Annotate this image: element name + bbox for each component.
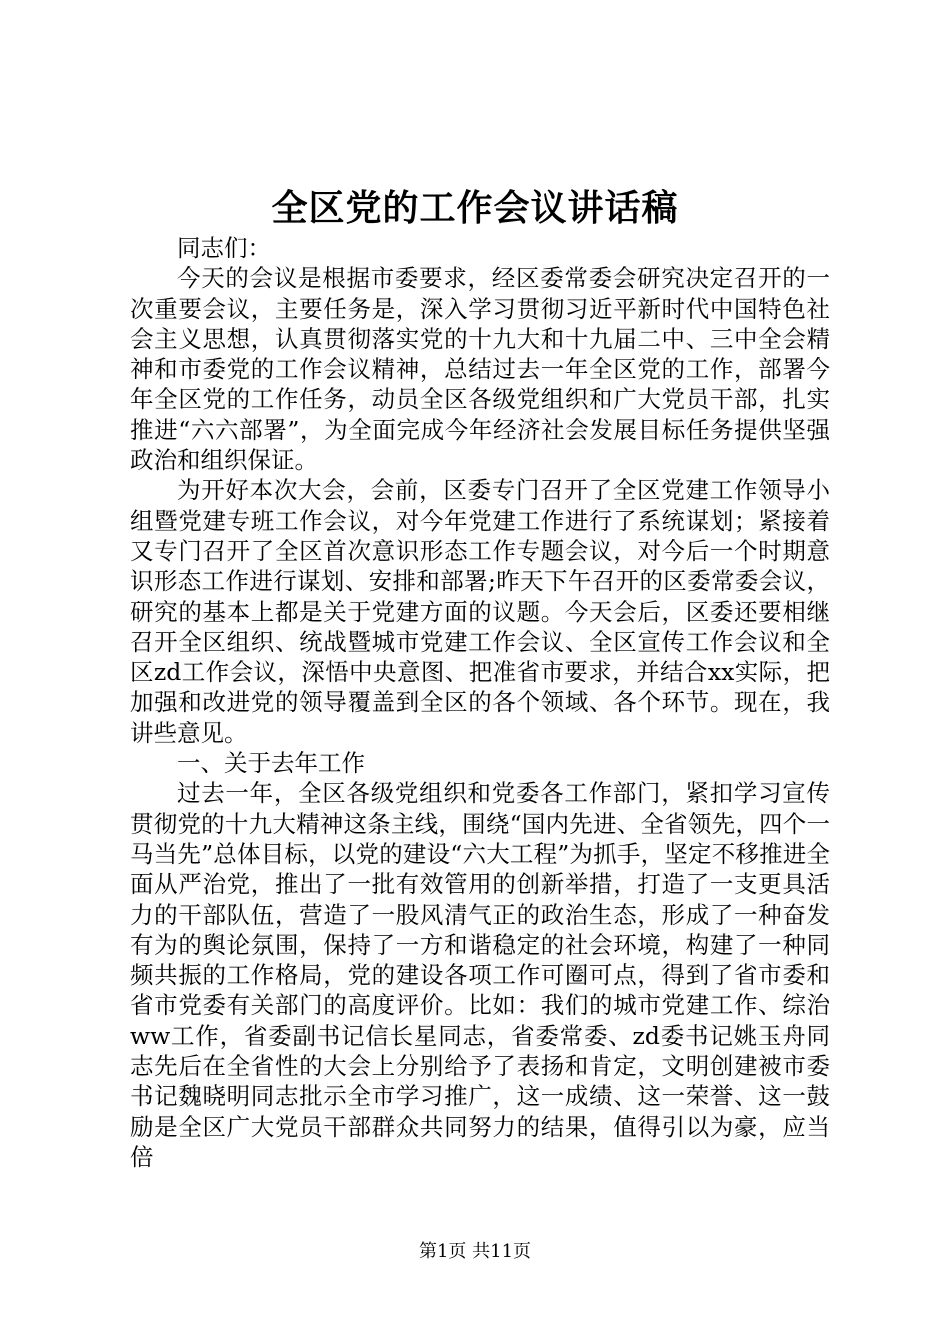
- document-body: [130, 233, 830, 1172]
- section-heading: 一、关于去年工作: [177, 749, 365, 778]
- page-number-footer: 第1页 共11页: [418, 1241, 532, 1262]
- body-paragraph: 今天的会议是根据市委要求，经区委常委会研究决定召开的一次重要会议，主要任务是，深入学习贯彻习近平新时代中国特色社会主义思想，认真贯彻落实党的十九大和十九届二中、三中全会精神和市委党的工作会议精神，总结过去一年全区党的工作，部署今年全区党的工作任务，动员全区各级党组织和广大党员干部，扎实推进“六六部署”，为全面完成今年经济社会发展目标任务提供坚强政治和组织保证。: [130, 264, 830, 475]
- body-paragraph: 为开好本次大会，会前，区委专门召开了全区党建工作领导小组暨党建专班工作会议，对今年党建工作进行了系统谋划；紧接着又专门召开了全区首次意识形态工作专题会议，对今后一个时期意识形态工作进行谋划、安排和部署;昨天下午召开的区委常委会议，研究的基本上都是关于党建方面的议题。今天会后，区委还要相继召开全区组织、统战暨城市党建工作会议、全区宣传工作会议和全区zd工作会议，深悟中央意图、把准省市要求，并结合xx实际，把加强和改进党的领导覆盖到全区的各个领域、各个环节。现在，我讲些意见。: [130, 476, 830, 747]
- document-title: 全区党的工作会议讲话稿: [271, 187, 679, 229]
- salutation-paragraph: 同志们：: [177, 234, 271, 262]
- body-paragraph: 过去一年，全区各级党组织和党委各工作部门，紧扣学习宣传贯彻党的十九大精神这条主线，围绕“国内先进、全省领先，四个一马当先”总体目标，以党的建设“六大工程”为抓手，坚定不移推进全面从严治党，推出了一批有效管用的创新举措，打造了一支更具活力的干部队伍，营造了一股风清气正的政治生态，形成了一种奋发有为的舆论氛围，保持了一方和谐稳定的社会环境，构建了一种同频共振的工作格局，党的建设各项工作可圈可点，得到了省市委和省市党委有关部门的高度评价。比如：我们的城市党建工作、综治ww工作，省委副书记信长星同志，省委常委、zd委书记姚玉舟同志先后在全省性的大会上分别给予了表扬和肯定，文明创建被市委书记魏晓明同志批示全市学习推广，这一成绩、这一荣誉、这一鼓励是全区广大党员干部群众共同努力的结果，值得引以为豪，应当倍: [130, 779, 830, 1171]
